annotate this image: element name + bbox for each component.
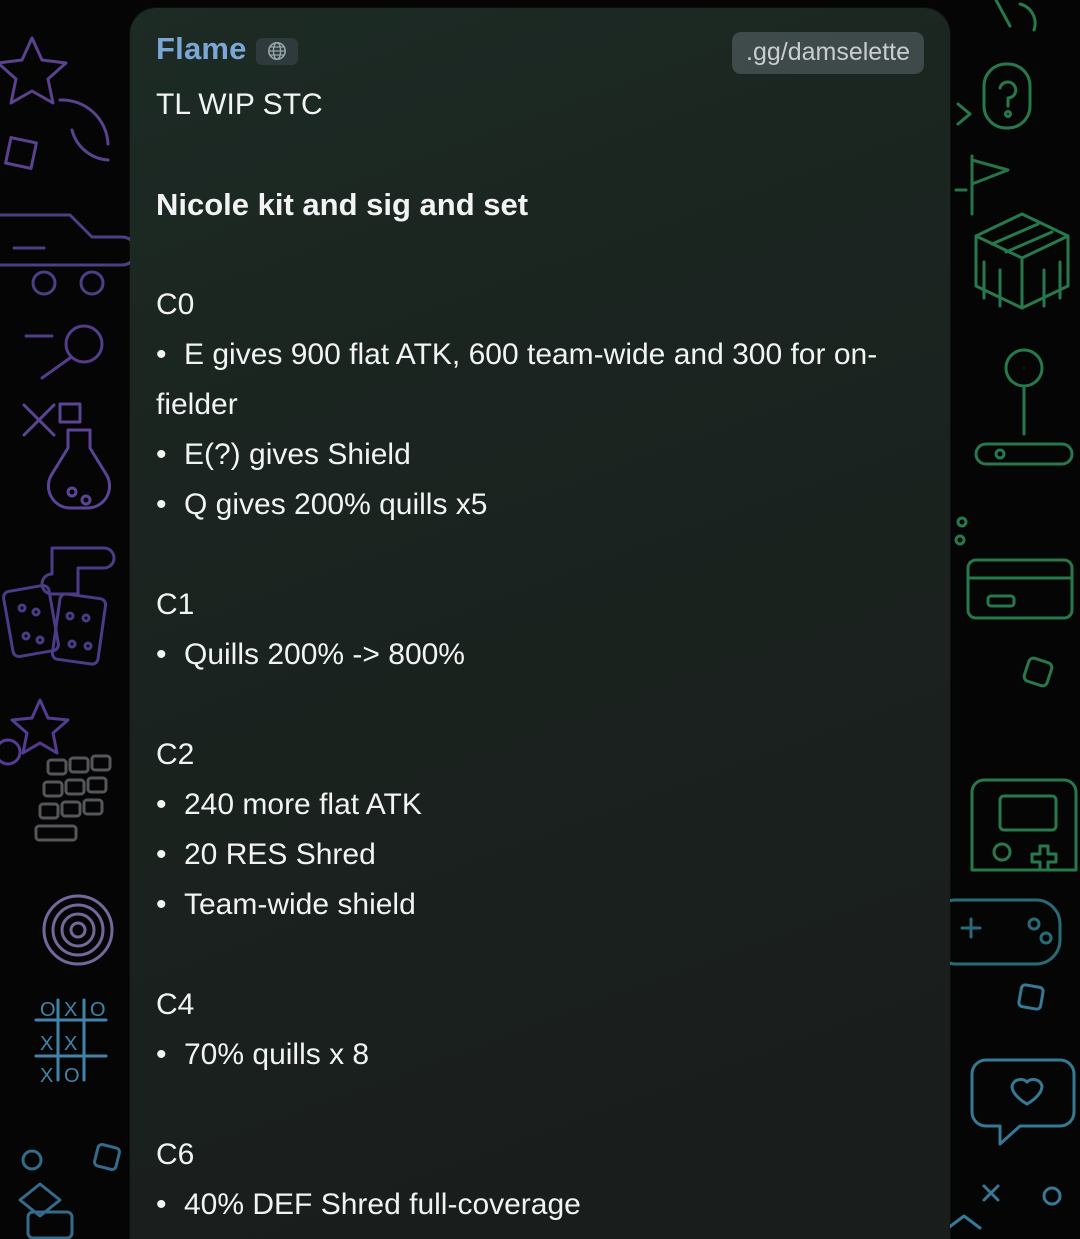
message-bullet-line (156, 780, 924, 830)
svg-text:X: X (40, 1033, 54, 1055)
message-bullet-line (156, 1180, 924, 1230)
message-text-line: C0 (156, 288, 195, 321)
bullet-text: 40% DEF Shred full-coverage (184, 1188, 581, 1221)
bullet-text: 240 more flat ATK (184, 788, 422, 821)
bullet-dot-icon: • (156, 788, 167, 821)
message-bubble[interactable] (130, 8, 950, 1239)
server-tag-badge[interactable]: .gg/damselette (732, 32, 924, 74)
message-heading-line: Nicole kit and sig and set (156, 187, 529, 222)
bullet-dot-icon: • (156, 638, 167, 671)
message-bullet-line (156, 330, 924, 430)
bullet-text: Q gives 200% quills x5 (184, 488, 488, 521)
bullet-text: 20 RES Shred (184, 838, 376, 871)
message-blank-line (156, 930, 924, 980)
message-bullet-line (156, 480, 924, 530)
svg-text:O: O (64, 1065, 80, 1087)
message-body (156, 80, 924, 1230)
bullet-text: Team-wide shield (184, 888, 416, 921)
bullet-text: E(?) gives Shield (184, 438, 411, 471)
svg-text:O: O (40, 999, 56, 1021)
bullet-text: Quills 200% -> 800% (184, 638, 465, 671)
globe-icon-glyph (262, 41, 292, 61)
message-blank-line (156, 530, 924, 580)
svg-text:X: X (64, 1033, 78, 1055)
globe-icon (256, 38, 298, 65)
bullet-dot-icon: • (156, 838, 167, 871)
message-text-line: C2 (156, 738, 195, 771)
message-author-name[interactable]: Flame (156, 31, 247, 66)
bullet-dot-icon: • (156, 438, 167, 471)
message-blank-line (156, 680, 924, 730)
svg-text:O: O (90, 999, 106, 1021)
message-bullet-line (156, 880, 924, 930)
svg-text:X: X (40, 1065, 54, 1087)
bullet-dot-icon: • (156, 1188, 167, 1221)
bullet-dot-icon: • (156, 488, 167, 521)
message-blank-line (156, 1080, 924, 1130)
bullet-text: E gives 900 flat ATK, 600 team-wide and 300 for on-fielder (156, 338, 878, 421)
message-bullet-line (156, 830, 924, 880)
message-header (156, 32, 924, 76)
author-wrap[interactable] (156, 32, 298, 66)
bullet-dot-icon: • (156, 1038, 167, 1071)
message-bullet-line (156, 1030, 924, 1080)
bullet-dot-icon: • (156, 888, 167, 921)
message-blank-line (156, 130, 924, 180)
message-text-line: C1 (156, 588, 195, 621)
message-text-line: C4 (156, 988, 195, 1021)
bullet-text: 70% quills x 8 (184, 1038, 370, 1071)
message-bullet-line (156, 630, 924, 680)
bullet-dot-icon: • (156, 338, 167, 371)
message-text-line: TL WIP STC (156, 88, 323, 121)
message-text-line: C6 (156, 1138, 195, 1171)
svg-text:X: X (64, 999, 78, 1021)
message-blank-line (156, 230, 924, 280)
message-bullet-line (156, 430, 924, 480)
